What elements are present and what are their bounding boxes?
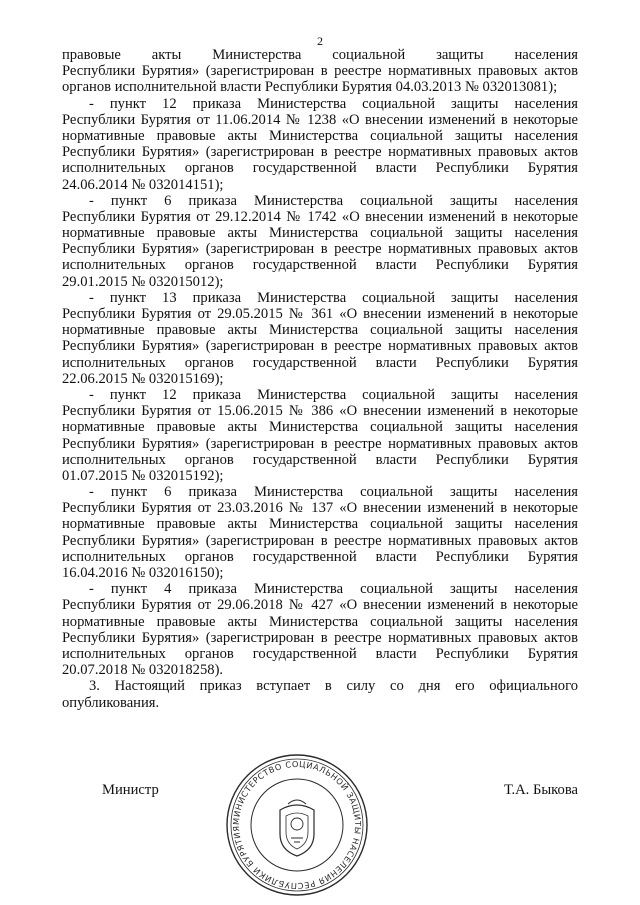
text-line: нормативные правовые акты Министерства социальной защиты населения — [62, 127, 578, 144]
text-line: 20.07.2018 № 032018258). — [62, 662, 224, 679]
text-line: правовые акты Министерства социальной защиты населения — [62, 47, 578, 63]
text-line: Республики Бурятия» (зарегистрирован в реестре нормативных правовых актов — [62, 435, 578, 452]
text-line: Республики Бурятия» (зарегистрирован в реестре нормативных правовых актов — [62, 532, 578, 549]
text-line: нормативные правовые акты Министерства социальной защиты населения — [62, 613, 578, 630]
text-line: - пункт 4 приказа Министерства социальной защиты населения — [89, 581, 578, 598]
signature-block — [62, 782, 578, 802]
text-line: - пункт 12 приказа Министерства социальной защиты населения — [89, 95, 578, 112]
text-line: исполнительных органов государственной власти Республики Бурятия — [62, 160, 578, 177]
text-line: - пункт 13 приказа Министерства социальной защиты населения — [89, 289, 578, 306]
text-line: Республики Бурятия» (зарегистрирован в реестре нормативных правовых актов — [62, 629, 578, 646]
text-line: 3. Настоящий приказ вступает в силу со дня его официального — [89, 678, 578, 695]
signature-title: Министр — [102, 782, 159, 798]
text-line: исполнительных органов государственной власти Республики Бурятия — [62, 451, 578, 468]
official-seal-icon — [222, 750, 372, 900]
text-line: Республики Бурятия от 11.06.2014 № 1238 «О внесении изменений в некоторые — [62, 111, 578, 128]
text-line: нормативные правовые акты Министерства социальной защиты населения — [62, 419, 578, 436]
text-line: 16.04.2016 № 032016150); — [62, 565, 224, 581]
text-line: 29.01.2015 № 032015012); — [62, 273, 224, 290]
text-line: Республики Бурятия» (зарегистрирован в реестре нормативных правовых актов — [62, 144, 578, 161]
text-line: исполнительных органов государственной власти Республики Бурятия — [62, 354, 578, 371]
text-line: Республики Бурятия от 15.06.2015 № 386 «О внесении изменений в некоторые — [62, 403, 578, 420]
text-line: Республики Бурятия от 29.12.2014 № 1742 «О внесении изменений в некоторые — [62, 208, 578, 225]
text-line: органов исполнительной власти Республики Бурятия 04.03.2013 № 032013081); — [62, 79, 558, 96]
text-line: - пункт 6 приказа Министерства социальной защиты населения — [89, 192, 578, 209]
document-body — [62, 47, 578, 711]
text-line: опубликования. — [62, 694, 160, 711]
text-line: Республики Бурятия» (зарегистрирован в реестре нормативных правовых актов — [62, 241, 578, 258]
text-line: нормативные правовые акты Министерства социальной защиты населения — [62, 516, 578, 533]
text-line: исполнительных органов государственной власти Республики Бурятия — [62, 257, 578, 274]
page-number: 2 — [317, 34, 323, 48]
text-line: - пункт 12 приказа Министерства социальной защиты населения — [89, 386, 578, 403]
text-line: Республики Бурятия» (зарегистрирован в реестре нормативных правовых актов — [62, 63, 578, 80]
text-line: Республики Бурятия от 29.05.2015 № 361 «О внесении изменений в некоторые — [62, 306, 578, 322]
signature-name: Т.А. Быкова — [504, 782, 578, 798]
text-line: исполнительных органов государственной власти Республики Бурятия — [62, 548, 578, 565]
text-line: 24.06.2014 № 032014151); — [62, 176, 224, 193]
text-line: - пункт 6 приказа Министерства социальной защиты населения — [89, 484, 578, 501]
text-line: исполнительных органов государственной власти Республики Бурятия — [62, 645, 578, 662]
text-line: 01.07.2015 № 032015192); — [62, 467, 224, 484]
text-line: 22.06.2015 № 032015169); — [62, 370, 224, 387]
text-line: нормативные правовые акты Министерства социальной защиты населения — [62, 225, 578, 242]
text-line: Республики Бурятия» (зарегистрирован в реестре нормативных правовых актов — [62, 338, 578, 355]
text-line: Республики Бурятия от 23.03.2016 № 137 «О внесении изменений в некоторые — [62, 500, 578, 517]
seal-text: МИНИСТЕРСТВО СОЦИАЛЬНОЙ ЗАЩИТЫ НАСЕЛЕНИЯ РЕСПУБЛИКИ БУРЯТИЯ — [230, 758, 364, 892]
text-line: нормативные правовые акты Министерства социальной защиты населения — [62, 322, 578, 339]
text-line: Республики Бурятия от 29.06.2018 № 427 «О внесении изменений в некоторые — [62, 597, 578, 614]
